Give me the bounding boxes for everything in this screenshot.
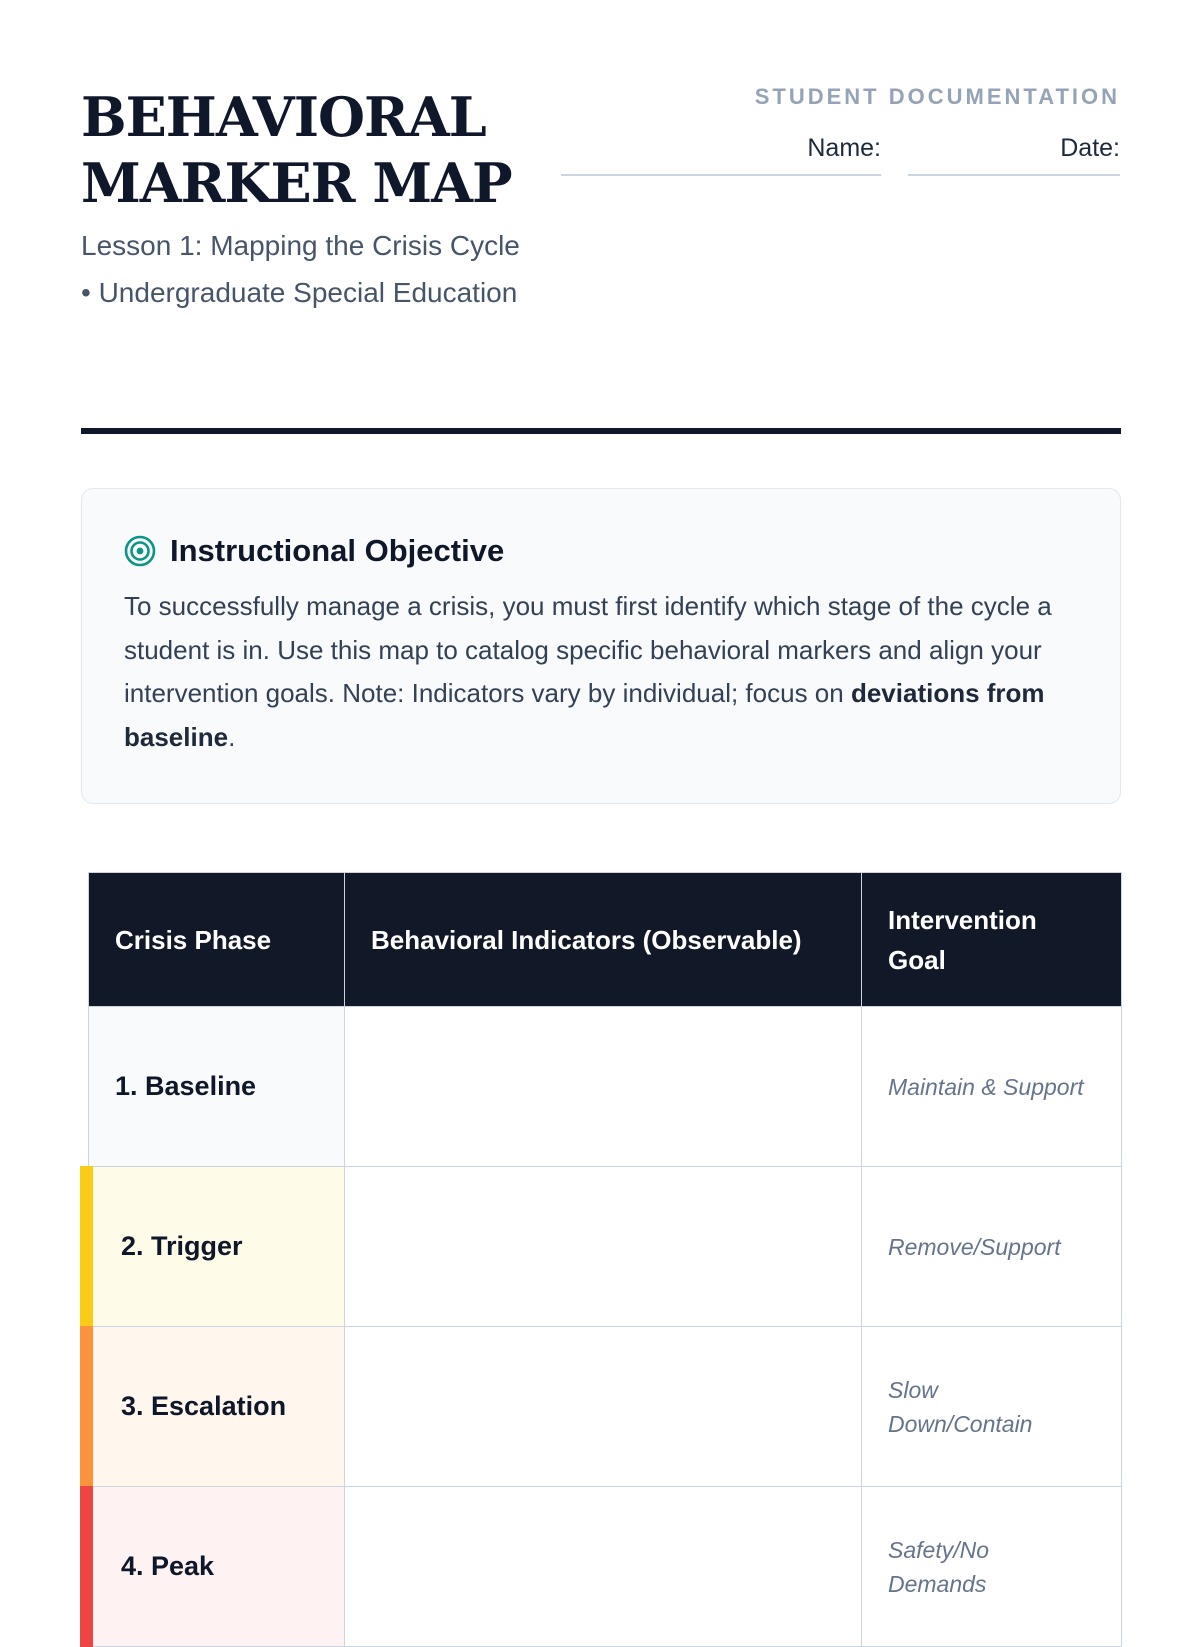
table-header-row: [89, 873, 1122, 1007]
phase-accent-bar: [80, 1326, 93, 1487]
phase-cell: [89, 1327, 345, 1487]
indicators-input-cell[interactable]: [345, 1487, 862, 1647]
objective-card: [81, 488, 1121, 804]
page-title: BEHAVIORAL MARKER MAP: [81, 85, 512, 215]
indicators-input-cell[interactable]: [345, 1327, 862, 1487]
table-row: [89, 1327, 1122, 1487]
document-label: STUDENT DOCUMENTATION: [754, 84, 1120, 109]
date-label: Date:: [1060, 134, 1120, 162]
objective-title: Instructional Objective: [170, 533, 505, 568]
goal-cell: Remove/Support: [862, 1167, 1122, 1327]
table-row: [89, 1167, 1122, 1327]
phase-cell: [89, 1167, 345, 1327]
name-field[interactable]: [561, 130, 881, 176]
phase-label: 4. Peak: [121, 1551, 215, 1581]
page-subtitle: Lesson 1: Mapping the Crisis Cycle • Undergraduate Special Education: [81, 230, 520, 308]
target-icon: [124, 535, 156, 567]
phase-accent-bar: [80, 1166, 93, 1327]
indicators-input-cell[interactable]: [345, 1167, 862, 1327]
objective-header: [124, 533, 1078, 569]
phase-label: 1. Baseline: [115, 1071, 257, 1101]
table-row: [89, 1487, 1122, 1647]
objective-text-emphasis: deviations from baseline: [124, 678, 1045, 752]
header-divider: [81, 428, 1121, 434]
objective-text-lead: To successfully manage a crisis, you must first identify which stage of the cycle a student is in. Use this map to catalog specific behavioral markers and align your intervention goals. Note: Indicators vary by individual; focus on: [124, 591, 1052, 708]
phase-label: 3. Escalation: [121, 1391, 287, 1421]
phase-label: 2. Trigger: [121, 1231, 243, 1261]
objective-text-end: .: [228, 721, 236, 752]
crisis-phase-table: [88, 872, 1122, 1647]
phase-accent-bar: [80, 1486, 93, 1647]
objective-text: [124, 585, 1078, 759]
column-header-goal: Intervention Goal: [862, 873, 1122, 1007]
name-label: Name:: [807, 134, 881, 162]
table-row: [89, 1007, 1122, 1167]
indicators-input-cell[interactable]: [345, 1007, 862, 1167]
phase-cell: [89, 1487, 345, 1647]
column-header-indicators: Behavioral Indicators (Observable): [345, 873, 862, 1007]
date-field[interactable]: [908, 130, 1120, 176]
phase-cell: [89, 1007, 345, 1167]
goal-cell: Slow Down/Contain: [862, 1327, 1122, 1487]
column-header-phase: Crisis Phase: [89, 873, 345, 1007]
table-body: [89, 1007, 1122, 1647]
goal-cell: Maintain & Support: [862, 1007, 1122, 1167]
goal-cell: Safety/No Demands: [862, 1487, 1122, 1647]
